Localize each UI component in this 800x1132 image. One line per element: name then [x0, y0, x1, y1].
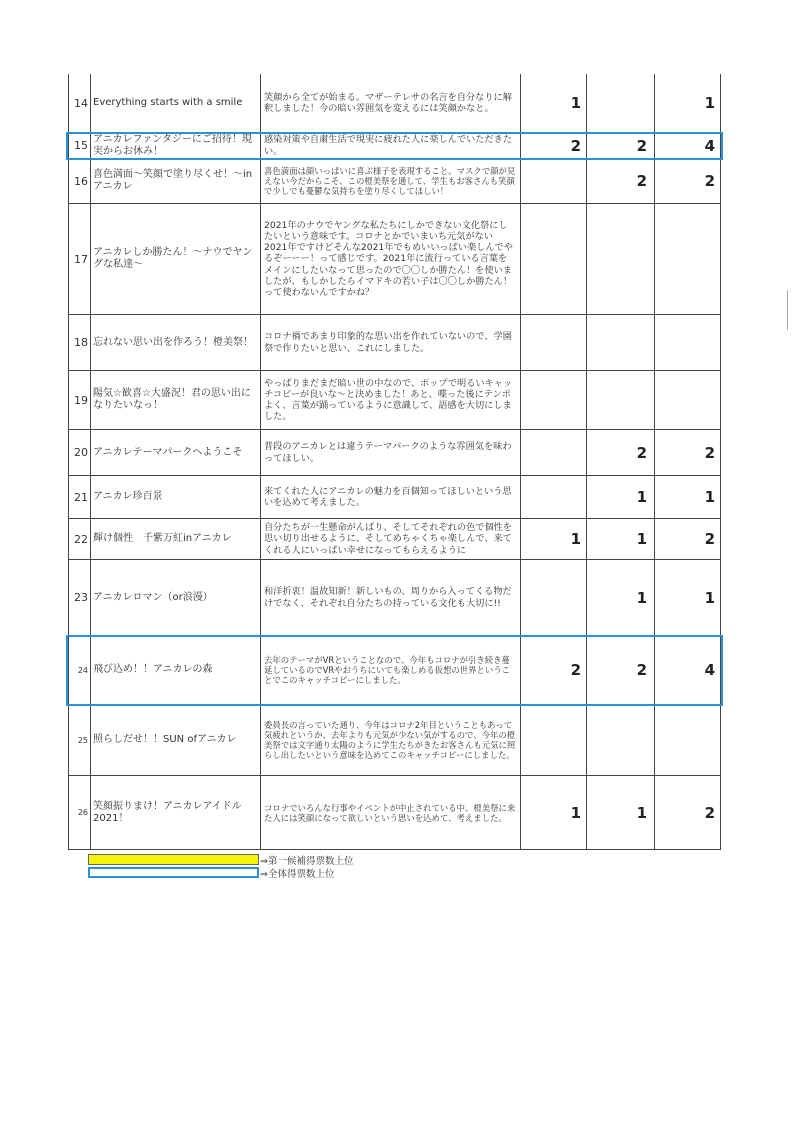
second-choice-votes: 1 — [636, 803, 647, 822]
table-row — [68, 204, 721, 315]
table-row — [68, 560, 721, 636]
row-number: 14 — [74, 96, 88, 110]
slogan-reason: 来てくれた人にアニカレの魅力を百個知ってほしいという思いを込めて考えました。 — [264, 485, 512, 508]
total-votes — [655, 315, 720, 370]
first-choice-votes — [521, 315, 586, 370]
first-choice-votes — [521, 204, 586, 314]
total-votes — [655, 204, 720, 314]
column-divider — [68, 74, 69, 850]
row-number: 16 — [74, 174, 88, 188]
second-choice-votes — [587, 74, 652, 132]
slogan-title: 喜色満面～笑顔で塗り尽くせ！～inアニカレ — [93, 169, 253, 192]
first-choice-votes: 1 — [570, 94, 581, 112]
first-choice-votes — [521, 159, 586, 203]
row-number: 17 — [74, 252, 88, 266]
second-choice-votes — [587, 315, 652, 370]
slogan-title: アニカレしか勝たん！～ナウでヤングな私達～ — [93, 247, 253, 270]
table-row — [68, 776, 721, 850]
scan-edge-mark — [787, 290, 788, 330]
table-row — [68, 705, 721, 776]
table-row — [68, 519, 721, 560]
second-choice-votes: 2 — [636, 443, 647, 462]
column-divider — [586, 74, 587, 850]
slogan-reason: 笑顔から全てが始まる。マザーテレサの名言を自分なりに解釈しました！今の暗い雰囲気を変えるには笑顔かなと。 — [264, 91, 512, 114]
first-choice-votes — [521, 371, 586, 429]
row-number: 25 — [77, 735, 88, 745]
table-row — [68, 159, 721, 204]
column-divider — [654, 74, 655, 850]
yellow-swatch — [88, 854, 259, 865]
slogan-reason: 去年のテーマがVRということなので、今年もコロナが引き続き蔓延しているのでVRやおうちにいても楽しめる仮想の世界ということでこのキャッチコピーにしました。 — [264, 655, 511, 685]
first-choice-votes: 1 — [570, 803, 581, 822]
second-choice-votes: 2 — [636, 136, 647, 155]
row-number: 26 — [77, 808, 88, 817]
column-divider — [520, 74, 521, 850]
blue-swatch — [88, 867, 259, 878]
total-votes: 1 — [704, 588, 715, 607]
slogan-title: Everything starts with a smile — [93, 97, 243, 108]
table-row — [68, 371, 721, 430]
second-choice-votes: 1 — [636, 488, 647, 506]
first-choice-votes: 2 — [570, 136, 581, 155]
second-choice-votes: 2 — [636, 661, 647, 679]
slogan-reason: 普段のアニカレとは違うテーマパークのような雰囲気を味わってほしい。 — [264, 441, 512, 464]
total-votes: 2 — [704, 443, 715, 462]
total-votes: 2 — [704, 530, 715, 548]
row-number: 22 — [74, 532, 88, 546]
second-choice-votes — [587, 371, 652, 429]
table-row — [68, 430, 721, 476]
row-number: 21 — [74, 490, 88, 504]
total-votes: 2 — [704, 803, 715, 822]
total-votes: 4 — [704, 661, 715, 679]
first-choice-votes — [521, 705, 586, 775]
total-votes: 1 — [704, 94, 715, 112]
row-number: 19 — [74, 393, 88, 407]
slogan-title: アニカレファンタジーにご招待！現実からお休み！ — [93, 133, 252, 157]
slogan-reason: やっぱりまだまだ暗い世の中なので、ポップで明るいキャッチコピーが良いな～と決めました！あと、喋った後にテンポよく、言葉が踊っているように意識して、語感を大切にしました。 — [264, 377, 513, 423]
column-divider — [260, 74, 261, 850]
total-votes — [655, 705, 720, 775]
first-choice-votes — [521, 476, 586, 518]
slogan-title: 飛び込め！！アニカレの森 — [93, 664, 213, 675]
slogan-title: 笑顔振りまけ！アニカレアイドル2021！ — [93, 800, 242, 824]
slogan-title: 照らしだせ！！SUN ofアニカレ — [93, 734, 237, 745]
second-choice-votes — [587, 705, 652, 775]
slogan-title: 陽気☆歓喜☆大盛況！君の思い出になりたいなっ！ — [93, 388, 251, 411]
row-number: 15 — [74, 139, 88, 152]
slogan-reason: 自分たちが一生懸命がんばり、そしてそれぞれの色で個性を思い切り出せるように、そしてめちゃくちゃ楽しんで、来てくれる人にいっぱい幸せになってもらえるように — [264, 522, 513, 556]
slogan-title: アニカレ珍百景 — [93, 491, 163, 502]
total-votes — [655, 371, 720, 429]
second-choice-votes: 1 — [636, 588, 647, 607]
first-choice-votes: 1 — [570, 530, 581, 548]
legend-label: ⇒第一候補得票数上位 — [260, 856, 354, 867]
table-row — [68, 74, 721, 133]
table-row — [68, 476, 721, 519]
table-row — [68, 636, 721, 705]
slogan-title: 忘れない思い出を作ろう！橙美祭！ — [93, 336, 253, 348]
total-votes: 1 — [704, 488, 715, 506]
slogan-reason: コロナ禍であまり印象的な思い出を作れていないので、学園祭で作りたいと思い、これにしました。 — [264, 331, 512, 354]
column-divider — [720, 74, 721, 850]
table-row — [68, 133, 721, 159]
legend-label: ⇒全体得票数上位 — [260, 869, 335, 880]
slogan-title: アニカレテーマパークへようこそ — [93, 446, 243, 458]
row-number: 23 — [74, 591, 88, 604]
slogan-reason: 喜色満面は顔いっぱいに喜ぶ様子を表現すること。マスクで顔が見えない今だからこそ、この橙美祭を通して、学生もお客さんも笑顔で少しでも憂鬱な気持ちを塗り尽くしてほしい！ — [264, 166, 516, 196]
slogan-reason: 委員長の言っていた通り、今年はコロナ2年目ということもあって気疲れというか、去年よりも元気が少ない気がするので、今年の橙美祭では文字通り太陽のように学生たちがきたお客さんも元気に照らし出したいという意味を込めてこのキャッチコピーにしました。 — [264, 720, 516, 760]
row-number: 18 — [74, 336, 88, 349]
total-votes: 4 — [704, 136, 715, 155]
row-number: 24 — [77, 665, 88, 675]
slogan-reason: 和洋折衷！温故知新！新しいもの、周りから入ってくる物だけでなく、それぞれ自分たちの持っている文化も大切に!! — [264, 586, 512, 609]
total-votes: 2 — [704, 172, 715, 190]
column-divider — [90, 74, 91, 850]
slogan-title: アニカレロマン（or浪漫） — [93, 591, 213, 603]
second-choice-votes — [587, 204, 652, 314]
slogan-reason: 感染対策や自粛生活で現実に疲れた人に楽しんでいただきたい。 — [264, 134, 513, 157]
vote-table — [68, 74, 721, 849]
slogan-reason: 2021年のナウでヤングな私たちにしかできない文化祭にしたいという意味です。コロナとかでいまいち元気がない2021年ですけどそんな2021年でもめいいっぱい楽しんでやるぞーーー！って感じです。2021年に流行っている言葉をメインにしたいなって思ったので〇〇しか勝たん！を使いましたが、もしかしたらイマドキの若い子は〇〇しか勝たん！って使わないんですかね？ — [264, 219, 513, 298]
table-row — [68, 315, 721, 371]
first-choice-votes — [521, 560, 586, 635]
first-choice-votes: 2 — [570, 661, 581, 679]
slogan-title: 輝け個性 千紫万紅inアニカレ — [93, 533, 232, 544]
first-choice-votes — [521, 430, 586, 475]
slogan-reason: コロナでいろんな行事やイベントが中止されている中、橙美祭に来た人には笑顔になって欲しいという思いを込めて、考えました。 — [264, 802, 516, 823]
row-number: 20 — [74, 446, 88, 459]
second-choice-votes: 2 — [636, 172, 647, 190]
second-choice-votes: 1 — [636, 530, 647, 548]
